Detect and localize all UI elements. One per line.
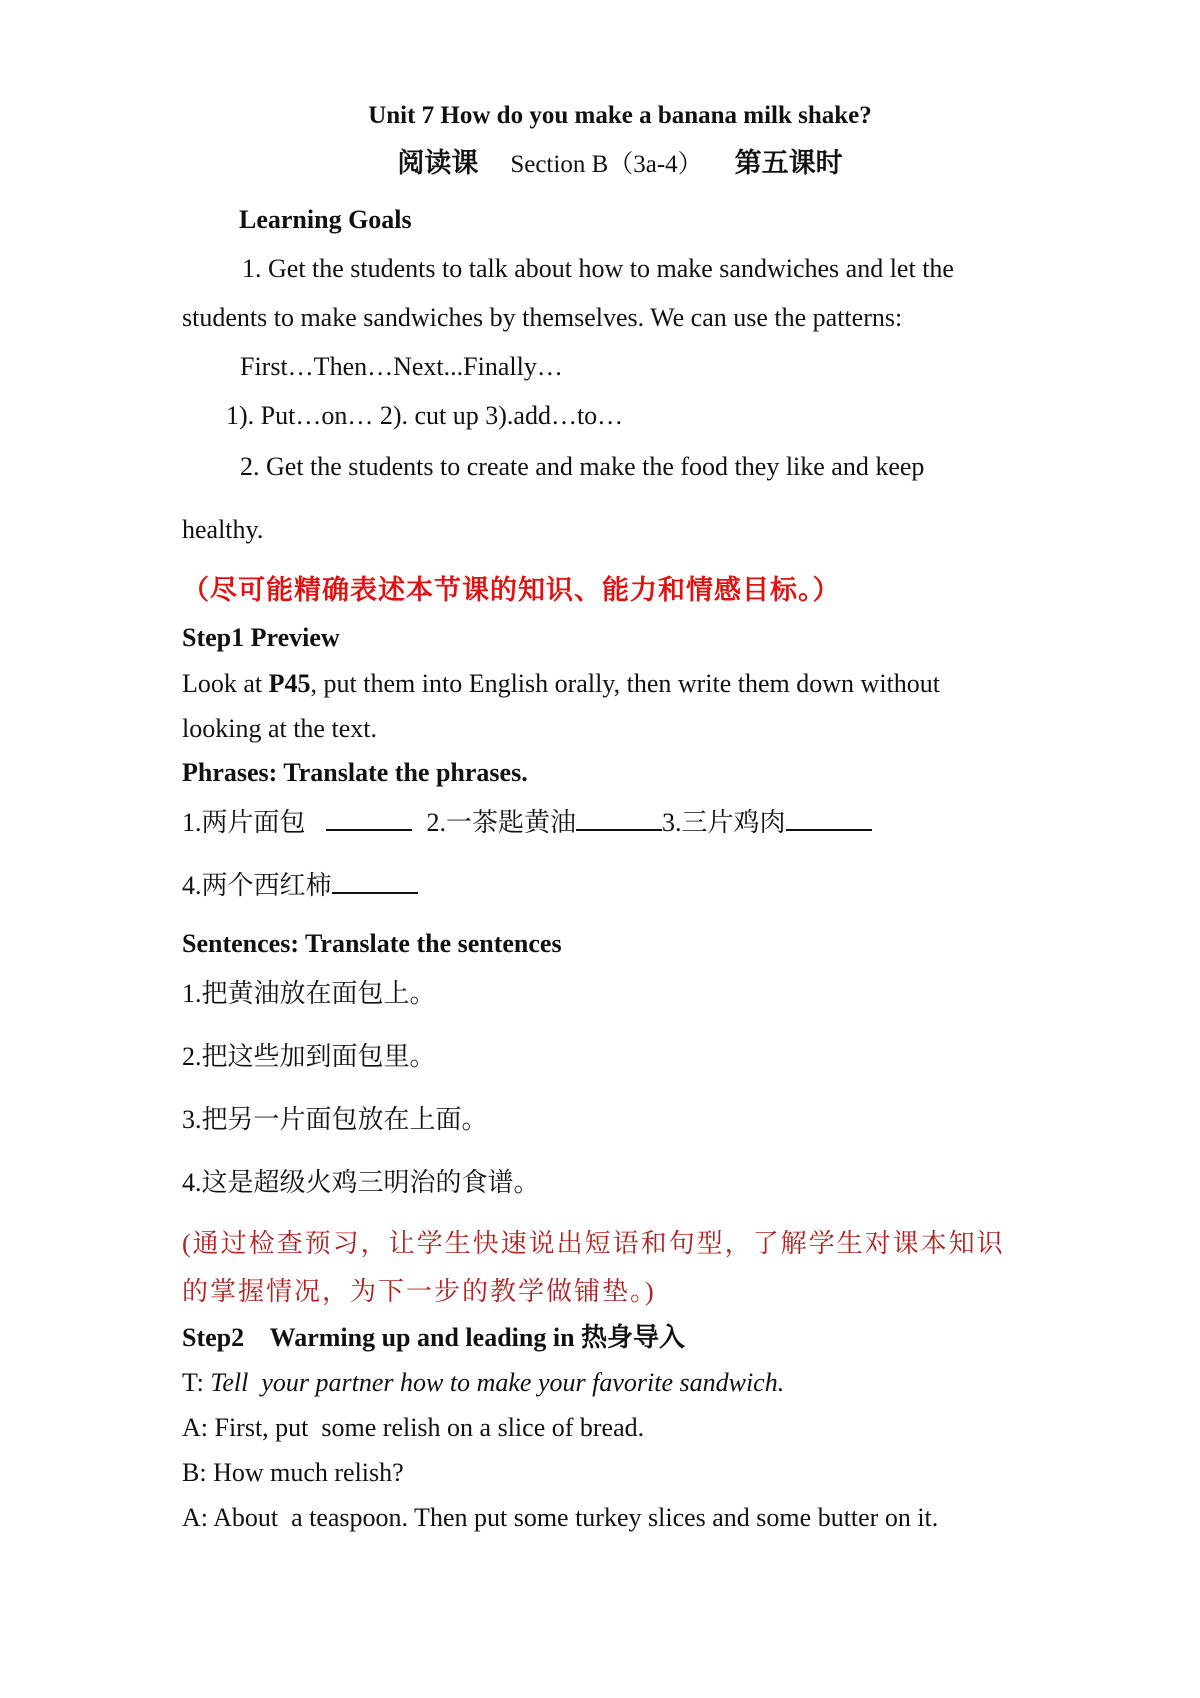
step1-intro-a: Look at: [182, 669, 269, 698]
sentences-heading: Sentences: Translate the sentences: [182, 929, 562, 958]
document-title: Unit 7 How do you make a banana milk shake?: [368, 102, 872, 129]
phrase-4-blank: [332, 870, 418, 894]
teacher-text: Tell your partner how to make your favorite sandwich.: [210, 1368, 785, 1397]
step1-intro-b: , put them into English orally, then write them down without: [310, 669, 941, 698]
dialogue-a2: A: About a teaspoon. Then put some turkey slices and some butter on it.: [182, 1503, 939, 1532]
section-label: Section B（3a-4）: [510, 151, 703, 178]
phrase-3: 3.三片鸡肉: [662, 808, 786, 837]
step1-intro-line-2: looking at the text.: [182, 714, 377, 743]
sentence-4: 4.这是超级火鸡三明治的食谱。: [182, 1168, 540, 1197]
teacher-instruction: [182, 1367, 784, 1399]
step1-note-line-2: 的掌握情况，为下一步的教学做铺垫。): [182, 1277, 656, 1306]
sentence-1: 1.把黄油放在面包上。: [182, 979, 436, 1008]
goal-2-line-1: 2. Get the students to create and make the food they like and keep: [240, 452, 925, 481]
pattern-sequence: First…Then…Next...Finally…: [240, 352, 563, 381]
phrase-4: 4.两个西红柿: [182, 871, 332, 900]
lesson-type: 阅读课: [397, 148, 479, 178]
phrase-2-blank: [576, 807, 662, 831]
phrases-row-2: [182, 870, 418, 902]
phrase-1-blank: [326, 807, 412, 831]
dialogue-a1: A: First, put some relish on a slice of bread.: [182, 1413, 645, 1442]
phrases-row-1: [182, 807, 872, 839]
document-subtitle: [0, 147, 1200, 181]
step1-intro: [182, 668, 940, 700]
phrase-2: 2.一茶匙黄油: [426, 808, 577, 837]
goal-1-line-2: students to make sandwiches by themselves. We can use the patterns:: [182, 303, 903, 332]
phrases-heading: Phrases: Translate the phrases.: [182, 758, 528, 787]
step2-heading: Step2 Warming up and leading in 热身导入: [182, 1323, 686, 1352]
step1-heading: Step1 Preview: [182, 623, 340, 652]
page-reference: P45: [268, 669, 311, 698]
sentence-2: 2.把这些加到面包里。: [182, 1042, 436, 1071]
step1-note-line-1: (通过检查预习，让学生快速说出短语和句型，了解学生对课本知识: [182, 1229, 1005, 1258]
lesson-period: 第五课时: [734, 148, 843, 178]
pattern-phrases: 1). Put…on… 2). cut up 3).add…to…: [226, 401, 624, 430]
goal-1-line-1: 1. Get the students to talk about how to make sandwiches and let the: [242, 254, 954, 283]
phrase-1: 1.两片面包: [182, 808, 306, 837]
phrase-3-blank: [786, 807, 872, 831]
goals-note: （尽可能精确表述本节课的知识、能力和情感目标。）: [182, 575, 841, 605]
dialogue-b1: B: How much relish?: [182, 1458, 404, 1487]
teacher-label: T:: [182, 1368, 211, 1397]
goal-2-line-2: healthy.: [182, 515, 264, 544]
learning-goals-heading: Learning Goals: [239, 205, 412, 234]
sentence-3: 3.把另一片面包放在上面。: [182, 1105, 488, 1134]
